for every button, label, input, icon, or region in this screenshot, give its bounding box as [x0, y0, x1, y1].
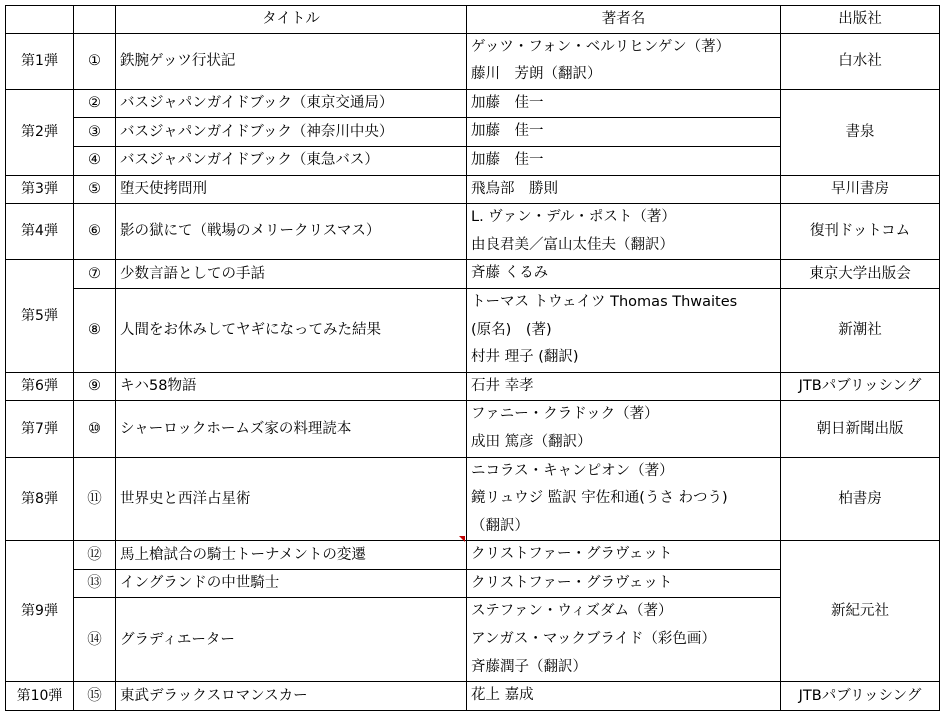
- table-row: [6, 372, 940, 401]
- volume-cell: 第3弾: [6, 175, 74, 204]
- author-cell: [467, 541, 781, 570]
- title-cell: 影の獄にて（戦場のメリークリスマス）: [116, 204, 467, 260]
- number-cell: ⑤: [74, 175, 116, 204]
- publisher-cell: 柏書房: [781, 457, 940, 541]
- author-line: ゲッツ・フォン・ベルリヒンゲン（著）: [471, 38, 731, 55]
- author-cell: [467, 33, 781, 89]
- header-row: [6, 6, 940, 34]
- author-line: L. ヴァン・デル・ポスト（著）: [471, 209, 676, 226]
- title-cell: 少数言語としての手話: [116, 260, 467, 289]
- title-cell: 東武デラックスロマンスカー: [116, 682, 467, 711]
- table-row: [6, 288, 940, 372]
- author-line: (原名) (著): [471, 321, 552, 338]
- comment-indicator-icon[interactable]: [459, 536, 465, 542]
- volume-cell: 第2弾: [6, 89, 74, 175]
- number-cell: ⑬: [74, 569, 116, 598]
- publisher-cell: 早川書房: [781, 175, 940, 204]
- author-line: （翻訳）: [471, 517, 529, 534]
- author-cell: [467, 288, 781, 372]
- title-cell: バスジャパンガイドブック（神奈川中央）: [116, 118, 467, 147]
- title-cell: バスジャパンガイドブック（東急バス）: [116, 146, 467, 175]
- author-cell: [467, 89, 781, 118]
- table-row: [6, 175, 940, 204]
- author-line: ファニー・クラドック（著）: [471, 406, 659, 423]
- book-list-table: [5, 5, 940, 711]
- number-cell: ⑧: [74, 288, 116, 372]
- author-line: クリストファー・グラヴェット: [471, 574, 673, 591]
- header-number: [74, 6, 116, 34]
- number-cell: ⑪: [74, 457, 116, 541]
- author-line: アンガス・マックブライド（彩色画）: [471, 631, 716, 648]
- publisher-cell: 東京大学出版会: [781, 260, 940, 289]
- number-cell: ③: [74, 118, 116, 147]
- author-cell: [467, 146, 781, 175]
- number-cell: ④: [74, 146, 116, 175]
- header-publisher: 出版社: [781, 6, 940, 34]
- author-line: トーマス トウェイツ Thomas Thwaites: [471, 293, 738, 310]
- table-row: [6, 33, 940, 89]
- author-cell: [467, 372, 781, 401]
- table-row: [6, 541, 940, 570]
- title-cell: シャーロックホームズ家の料理読本: [116, 401, 467, 457]
- publisher-cell: 朝日新聞出版: [781, 401, 940, 457]
- table-row: [6, 457, 940, 541]
- author-line: 加藤 佳一: [471, 94, 544, 111]
- author-cell: [467, 260, 781, 289]
- number-cell: ⑥: [74, 204, 116, 260]
- author-cell: [467, 682, 781, 711]
- publisher-cell: 白水社: [781, 33, 940, 89]
- volume-cell: 第1弾: [6, 33, 74, 89]
- author-cell: [467, 598, 781, 682]
- volume-cell: 第10弾: [6, 682, 74, 711]
- author-line: 花上 嘉成: [471, 687, 534, 704]
- volume-cell: 第5弾: [6, 260, 74, 372]
- table-row: [6, 260, 940, 289]
- header-volume: [6, 6, 74, 34]
- table-row: [6, 682, 940, 711]
- title-cell: イングランドの中世騎士: [116, 569, 467, 598]
- table-row: [6, 204, 940, 260]
- author-cell: [467, 457, 781, 541]
- publisher-cell: JTBパブリッシング: [781, 372, 940, 401]
- author-cell: [467, 569, 781, 598]
- title-cell: キハ58物語: [116, 372, 467, 401]
- title-cell: 世界史と西洋占星術: [116, 457, 467, 541]
- author-line: 斉藤 くるみ: [471, 265, 549, 282]
- number-cell: ②: [74, 89, 116, 118]
- table-row: [6, 89, 940, 118]
- number-cell: ⑭: [74, 598, 116, 682]
- volume-cell: 第8弾: [6, 457, 74, 541]
- author-cell: [467, 175, 781, 204]
- author-line: 村井 理子 (翻訳): [471, 349, 579, 366]
- author-line: 斉藤潤子（翻訳）: [471, 658, 587, 675]
- number-cell: ①: [74, 33, 116, 89]
- author-line: ニコラス・キャンピオン（著）: [471, 462, 674, 479]
- author-line: 加藤 佳一: [471, 123, 544, 140]
- author-line: ステファン・ウィズダム（著）: [471, 603, 673, 620]
- title-cell: 堕天使拷問刑: [116, 175, 467, 204]
- author-cell: [467, 401, 781, 457]
- author-line: 藤川 芳朗（翻訳）: [471, 66, 602, 83]
- title-cell: 人間をお休みしてヤギになってみた結果: [116, 288, 467, 372]
- author-line: 成田 篤彦（翻訳）: [471, 433, 592, 450]
- volume-cell: 第4弾: [6, 204, 74, 260]
- author-cell: [467, 204, 781, 260]
- publisher-cell: 復刊ドットコム: [781, 204, 940, 260]
- table-row: [6, 401, 940, 457]
- number-cell: ⑫: [74, 541, 116, 570]
- publisher-cell: 書泉: [781, 89, 940, 175]
- title-cell: 馬上槍試合の騎士トーナメントの変遷: [116, 541, 467, 570]
- number-cell: ⑮: [74, 682, 116, 711]
- author-line: 飛鳥部 勝則: [471, 180, 558, 197]
- title-cell: バスジャパンガイドブック（東京交通局）: [116, 89, 467, 118]
- author-line: 由良君美／富山太佳夫（翻訳）: [471, 236, 674, 253]
- volume-cell: 第6弾: [6, 372, 74, 401]
- author-line: 石井 幸孝: [471, 377, 534, 394]
- author-cell: [467, 118, 781, 147]
- number-cell: ⑨: [74, 372, 116, 401]
- title-cell: 鉄腕ゲッツ行状記: [116, 33, 467, 89]
- number-cell: ⑦: [74, 260, 116, 289]
- number-cell: ⑩: [74, 401, 116, 457]
- header-title: タイトル: [116, 6, 467, 34]
- author-line: 加藤 佳一: [471, 151, 544, 168]
- volume-cell: 第7弾: [6, 401, 74, 457]
- author-line: 鏡リュウジ 監訳 宇佐和通(うさ わつう): [471, 490, 728, 507]
- header-author: 著者名: [467, 6, 781, 34]
- publisher-cell: 新紀元社: [781, 541, 940, 682]
- title-cell: グラディエーター: [116, 598, 467, 682]
- publisher-cell: 新潮社: [781, 288, 940, 372]
- author-line: クリストファー・グラヴェット: [471, 546, 673, 563]
- volume-cell: 第9弾: [6, 541, 74, 682]
- publisher-cell: JTBパブリッシング: [781, 682, 940, 711]
